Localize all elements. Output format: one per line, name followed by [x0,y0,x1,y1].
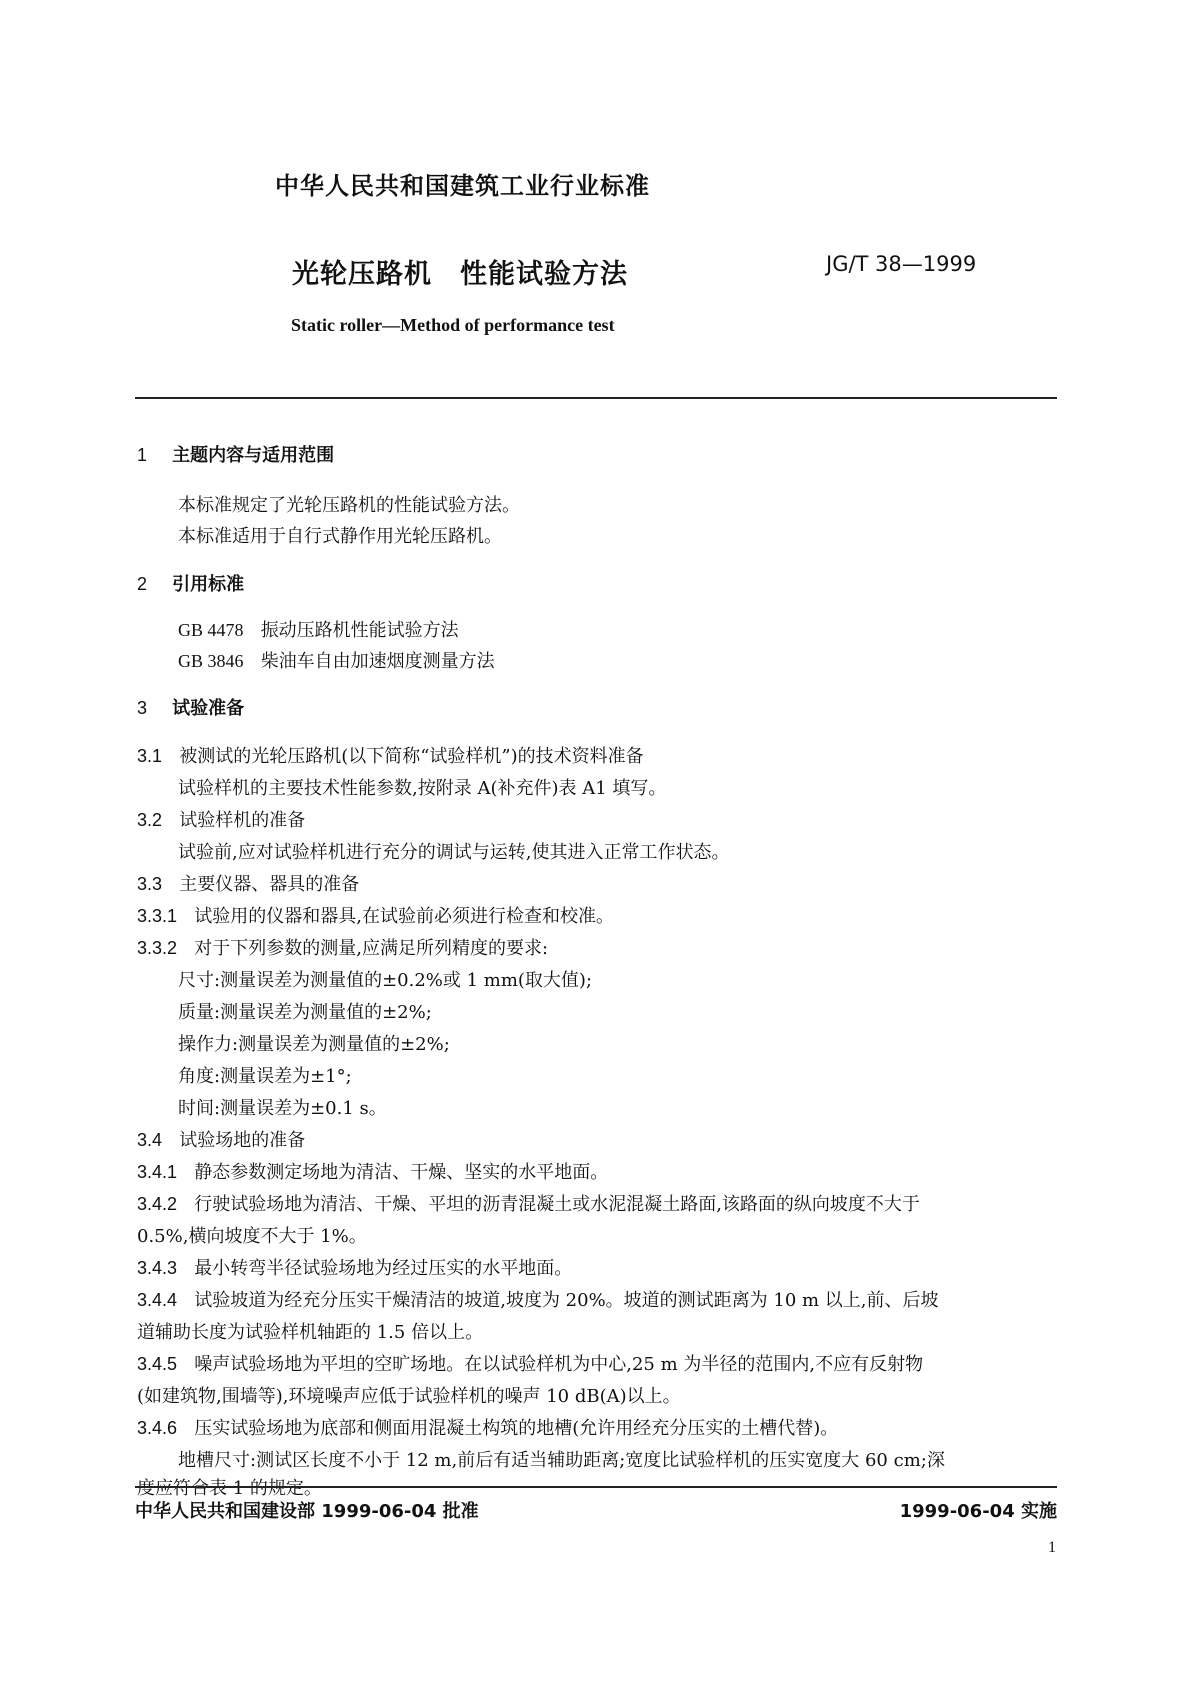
clause-number: 3.4.1 [137,1162,178,1182]
header-divider [135,397,1057,399]
effective-date: 1999-06-04 实施 [899,1501,1057,1522]
clause-3-1 [137,742,644,768]
accuracy-item: 质量:测量误差为测量值的±2%; [178,1002,432,1023]
clause-text: 试验场地的准备 [179,1130,306,1151]
clause-3-3 [137,870,359,896]
clause-number: 3.4.4 [137,1290,178,1310]
section-number: 2 [137,574,148,594]
clause-text: 主要仪器、器具的准备 [179,874,360,895]
clause-text: 行驶试验场地为清洁、干燥、平坦的沥青混凝土或水泥混凝土路面,该路面的纵向坡度不大于 [194,1194,920,1215]
clause-text: 噪声试验场地为平坦的空旷场地。在以试验样机为中心,25 m 为半径的范围内,不应有反射物 [194,1354,924,1375]
title-part-2: 性能试验方法 [460,259,628,290]
approval-note: 中华人民共和国建设部 1999-06-04 批准 [135,1501,479,1522]
reference-title: 柴油车自由加速烟度测量方法 [260,651,495,672]
standard-code: JG/T 38—1999 [826,252,977,276]
clause-text: 试验用的仪器和器具,在试验前必须进行检查和校准。 [194,906,614,927]
clause-3-4-4 [137,1286,939,1312]
clause-number: 3.1 [137,746,163,766]
clause-text: 静态参数测定场地为清洁、干燥、坚实的水平地面。 [194,1162,609,1183]
standard-category-title: 中华人民共和国建筑工业行业标准 [275,172,650,200]
section-title: 试验准备 [172,698,245,719]
clause-3-4 [137,1126,305,1152]
clause-text: 压实试验场地为底部和侧面用混凝土构筑的地槽(允许用经充分压实的土槽代替)。 [194,1418,839,1439]
reference-title: 振动压路机性能试验方法 [260,620,459,641]
clause-number: 3.4.6 [137,1418,178,1438]
clause-number: 3.3.1 [137,906,178,926]
paragraph: 地槽尺寸:测试区长度不小于 12 m,前后有适当辅助距离;宽度比试验样机的压实宽度大 60 cm;深 [178,1450,945,1471]
english-title: Static roller—Method of performance test [291,315,615,335]
section-heading-1 [137,441,334,467]
clause-number: 3.4 [137,1130,163,1150]
clause-number: 3.4.3 [137,1258,178,1278]
clause-continuation: 0.5%,横向坡度不大于 1%。 [137,1226,367,1247]
reference-item [178,616,459,642]
paragraph: 试验前,应对试验样机进行充分的调试与运转,使其进入正常工作状态。 [178,842,730,863]
clause-3-3-2 [137,934,548,960]
clause-3-4-2 [137,1190,920,1216]
document-title [292,252,628,291]
accuracy-item: 操作力:测量误差为测量值的±2%; [178,1034,450,1055]
clause-text: 试验样机的准备 [179,810,306,831]
section-number: 1 [137,445,148,465]
clause-continuation: 度应符合表 1 的规定。 [137,1478,322,1499]
clause-number: 3.3 [137,874,163,894]
clause-text: 对于下列参数的测量,应满足所列精度的要求: [194,938,549,959]
section-title: 引用标准 [172,574,245,595]
footer-divider [135,1486,1057,1488]
clause-3-4-1 [137,1158,608,1184]
reference-code: GB 4478 [178,620,244,640]
clause-number: 3.4.2 [137,1194,178,1214]
clause-3-4-6 [137,1414,838,1440]
clause-continuation: 道辅助长度为试验样机轴距的 1.5 倍以上。 [137,1322,484,1343]
reference-item [178,647,495,673]
paragraph: 试验样机的主要技术性能参数,按附录 A(补充件)表 A1 填写。 [178,778,667,799]
page-number: 1 [1048,1539,1056,1556]
clause-text: 试验坡道为经充分压实干燥清洁的坡道,坡度为 20%。坡道的测试距离为 10 m 以上,前、后坡 [194,1290,939,1311]
section-title: 主题内容与适用范围 [172,445,335,466]
clause-text: 被测试的光轮压路机(以下简称“试验样机”)的技术资料准备 [179,746,644,767]
section-heading-2 [137,570,244,596]
accuracy-item: 尺寸:测量误差为测量值的±0.2%或 1 mm(取大值); [178,970,593,991]
clause-number: 3.4.5 [137,1354,178,1374]
clause-3-2 [137,806,305,832]
clause-3-4-5 [137,1350,923,1376]
accuracy-item: 时间:测量误差为±0.1 s。 [178,1098,387,1119]
reference-code: GB 3846 [178,651,244,671]
clause-text: 最小转弯半径试验场地为经过压实的水平地面。 [194,1258,573,1279]
clause-number: 3.3.2 [137,938,178,958]
clause-continuation: (如建筑物,围墙等),环境噪声应低于试验样机的噪声 10 dB(A)以上。 [137,1386,681,1407]
paragraph: 本标准规定了光轮压路机的性能试验方法。 [178,495,520,516]
clause-3-3-1 [137,902,614,928]
clause-number: 3.2 [137,810,163,830]
section-heading-3 [137,694,244,720]
accuracy-item: 角度:测量误差为±1°; [178,1066,352,1087]
section-number: 3 [137,698,148,718]
clause-3-4-3 [137,1254,572,1280]
paragraph: 本标准适用于自行式静作用光轮压路机。 [178,526,502,547]
title-part-1: 光轮压路机 [292,259,432,290]
